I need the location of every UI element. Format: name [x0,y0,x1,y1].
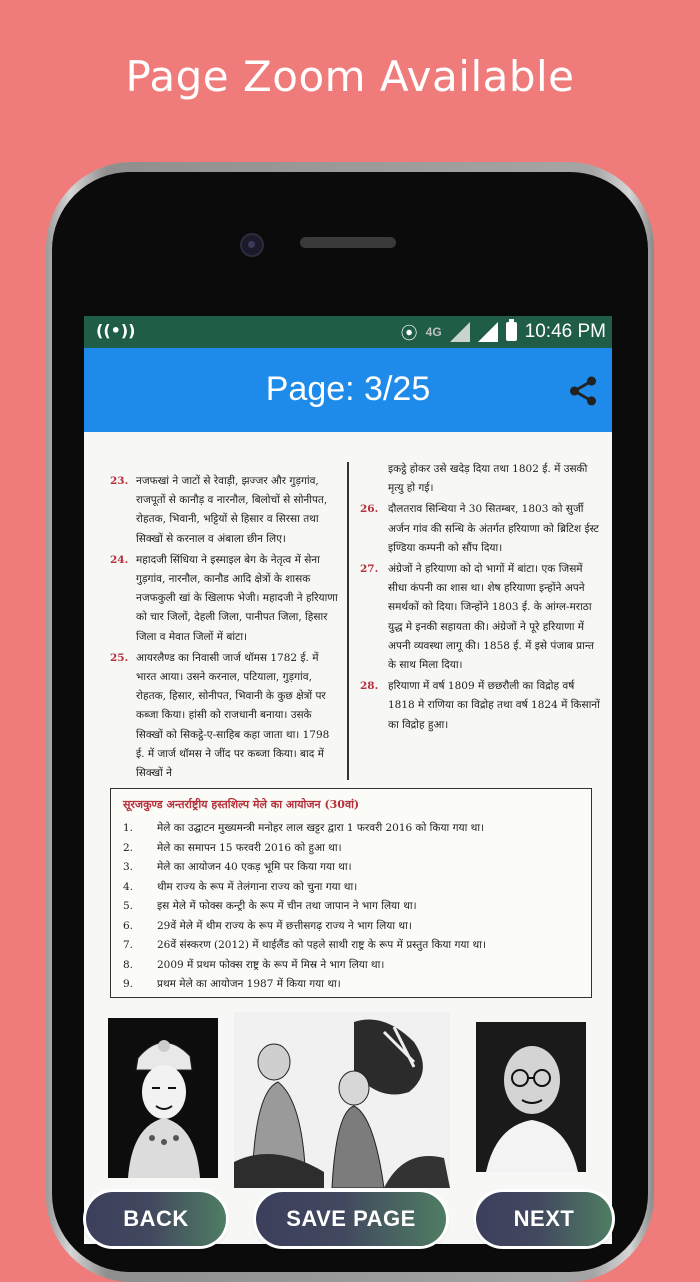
network-type: 4G [425,324,442,339]
list-item: 26. दौलतराव सिन्धिया ने 30 सितम्बर, 1803 को सुर्जी अर्जन गांव की सन्धि के अंतर्गत हरियाणा को ब्रिटिश ईस्ट इण्डिया कम्पनी को सौंप दिया। [360,503,599,554]
gandhi-portrait-image [476,1022,586,1172]
column-divider [347,462,349,780]
list-item: 27. अंग्रेजों ने हरियाणा को दो भागों में बांटा। एक जिसमें सीधा कंपनी का शास था। शेष हरियाणा इन्होंने अपने समर्थकों को दिया। जिन्होंने 1803 ई. के आंग्ल-मराठा युद्ध मे इनकी सहायता की। अंग्रेजों ने पूरे हरियाणा में अपनी व्यवस्था लागू की। 1858 ई. में इसे पंजाब प्रान्त के साथ मिला दिया। [360,563,595,672]
broadcast-icon: ((•)) [96,321,136,340]
wifi-signal-icon [478,322,498,342]
list-item: 23. नजफखां ने जाटों से रेवाड़ी, झज्जर और गुड़गांव, राजपूतों से कानौड़ व नारनौल, बिलोचों से सोनीपत, रोहतक, भिवानी, भट्टियों से हिसार व सिरसा तथा सिक्खों से करनाल व अंबाला छीन लिए। [110,475,328,545]
hotspot-icon: ⦿ [400,324,418,343]
list-item: 24. महादजी सिंधिया ने इस्माइल बेग के नेतृत्व में सेना गुड़गांव, नारनौल, कानौड आदि क्षेत्रों के शासक नजफकुली खां के खिलाफ भेजी। महादजी ने हरियाणा को चार जिलों, देहली जिला, पानीपत जिला, हिसार जिला व मेवात जिलों में बांटा। [110,553,338,643]
list-item: 3. मेले का आयोजन 40 एकड़ भूमि पर किया गया था। [123,861,352,873]
list-item: 1. मेले का उद्घाटन मुख्यमन्त्री मनोहर लाल खट्टर द्वारा 1 फरवरी 2016 को किया गया था। [123,822,485,834]
signal-icon [450,322,470,342]
list-item: 4. थीम राज्य के रूप में तेलंगाना राज्य को चुना गया था। [123,880,358,893]
next-button[interactable]: NEXT [476,1192,612,1246]
status-bar [84,316,612,348]
left-column [110,472,338,785]
list-item: 8. 2009 में प्रथम फोक्स राष्ट्र के रूप में मिस्र ने भाग लिया था। [123,958,385,971]
list-item: 28. हरियाणा में वर्ष 1809 में छछरौली का विद्रोह वर्ष 1818 मे राणिया का विद्रोह तथा वर्ष 1824 में किसानों का विद्रोह हुआ। [360,680,600,731]
promo-title: Page Zoom Available [125,52,575,101]
info-box-title: सूरजकुण्ड अन्तर्राष्ट्रीय हस्तशिल्प मेले का आयोजन (30वां) [123,798,360,811]
list-item: 5. इस मेले में फोक्स कन्ट्री के रूप में चीन तथा जापान ने भाग लिया था। [123,900,417,912]
page-title: Page: 3/25 [265,370,431,408]
list-item: 9. प्रथम मेले का आयोजन 1987 में किया गया था। [123,978,341,990]
save-page-button[interactable]: SAVE PAGE [256,1192,446,1246]
earpiece-speaker [300,237,396,248]
clock: 10:46 PM [524,320,606,342]
app-bar [84,348,612,432]
right-intro: इकट्ठे होकर उसे खदेड़ दिया तथा 1802 ई. में उसकी मृत्यु हो गई। [388,463,588,495]
emperor-portrait-image [108,1018,218,1178]
mythology-scene-image [234,1012,450,1188]
right-column [360,460,600,737]
document-page[interactable] [84,432,612,1244]
info-box [110,788,592,998]
phone-screen [84,316,612,1244]
front-camera [240,233,264,257]
list-item: 7. 26वें संस्करण (2012) में थाईलैंड को पहले साथी राष्ट्र के रूप में प्रस्तुत किया गया था। [123,939,486,951]
list-item: 2. मेले का समापन 15 फरवरी 2016 को हुआ था। [123,841,342,854]
share-icon[interactable] [566,374,600,408]
list-item: 6. 29वें मेले में थीम राज्य के रूप में छत्तीसगढ़ राज्य ने भाग लिया था। [123,919,412,932]
list-item: 25. आयरलैण्ड का निवासी जार्ज थॉमस 1782 ई. में भारत आया। उसने करनाल, पटियाला, गुड़गांव, रोहतक, हिसार, सोनीपत, भिवानी के कुछ क्षेत्रों पर कब्जा किया। हांसी को राजधानी बनाया। उसके सिक्खों को सिकट्ठे-ए-साहिब कहा जाता था। 1798 ई. में जार्ज थॉमस ने जींद पर कब्जा किया। बाद में सिक्खों ने [110,651,330,780]
back-button[interactable]: BACK [86,1192,226,1246]
battery-icon [506,322,517,341]
